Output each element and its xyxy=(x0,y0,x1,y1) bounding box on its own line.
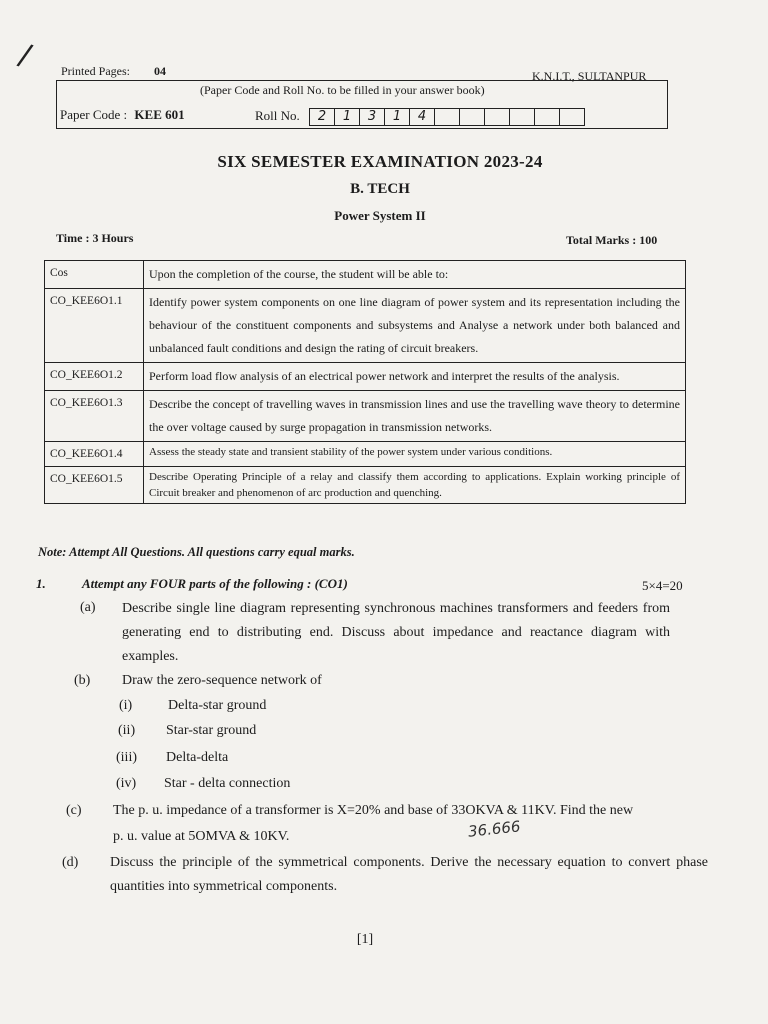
subpart-label: (iii) xyxy=(116,750,137,765)
roll-digit: 1 xyxy=(335,109,360,125)
exam-title: SIX SEMESTER EXAMINATION 2023-24 xyxy=(217,152,543,171)
roll-digit: 4 xyxy=(410,109,435,125)
part-b-label: (b) xyxy=(74,673,91,688)
institute-name: K.N.I.T., SULTANPUR xyxy=(532,69,647,83)
subpart-text: Star-star ground xyxy=(166,723,257,738)
subject-title: Power System II xyxy=(334,208,426,223)
table-header-row xyxy=(45,261,686,289)
exam-time: Time : 3 Hours xyxy=(56,231,134,245)
co-text: Assess the steady state and transient stability of the power system under various conditions. xyxy=(144,442,686,467)
table-row xyxy=(45,467,686,504)
table-row xyxy=(45,442,686,467)
roll-digit xyxy=(560,109,584,125)
co-text: Perform load flow analysis of an electrical power network and interpret the results of the analysis. xyxy=(144,363,686,391)
handwritten-slash-mark: / xyxy=(14,37,36,74)
handwritten-answer: 36.666 xyxy=(467,817,522,841)
subpart-text: Star - delta connection xyxy=(164,776,291,791)
part-c-line1: The p. u. impedance of a transformer is X=20% and base of 33OKVA & 11KV. Find the new xyxy=(113,803,634,818)
co-text: Describe Operating Principle of a relay and classify them according to applications. Explain working principle of Circuit breaker and phenomenon of arc production and quenching. xyxy=(144,467,686,504)
question-heading: Attempt any FOUR parts of the following : (CO1) xyxy=(82,576,348,591)
table-header-cell: Cos xyxy=(45,261,144,289)
roll-digit xyxy=(535,109,560,125)
part-c-line2: p. u. value at 5OMVA & 10KV. xyxy=(113,829,290,844)
paper-code xyxy=(60,107,185,123)
part-b-text: Draw the zero-sequence network of xyxy=(122,673,322,688)
instructions-note: Note: Attempt All Questions. All questions carry equal marks. xyxy=(38,545,355,559)
table-row xyxy=(45,289,686,363)
co-text: Describe the concept of travelling waves in transmission lines and use the travelling wave theory to determine the over voltage caused by surge propagation in transmission networks. xyxy=(144,391,686,442)
co-code: CO_KEE6O1.1 xyxy=(45,289,144,363)
roll-digit xyxy=(460,109,485,125)
part-d-text: Discuss the principle of the symmetrical components. Derive the necessary equation to convert phase quantities into symmetrical components. xyxy=(110,855,708,894)
paper-code-value: KEE 601 xyxy=(134,107,185,122)
table-header-cell: Upon the completion of the course, the student will be able to: xyxy=(144,261,686,289)
part-a-text: Describe single line diagram representing synchronous machines transformers and feeders from generating end to distributing end. Discuss about impedance and reactance diagram with examples. xyxy=(122,601,670,664)
subpart-label: (ii) xyxy=(118,723,136,738)
fill-note: (Paper Code and Roll No. to be filled in your answer book) xyxy=(200,83,485,97)
total-marks: Total Marks : 100 xyxy=(566,233,658,247)
co-text: Identify power system components on one line diagram of power system and its representation including the behaviour of the constituent components and subsystems and Analyse a network under both balanced and unbalanced fault conditions and design the rating of circuit breakers. xyxy=(144,289,686,363)
question-number: 1. xyxy=(36,576,46,591)
roll-number-grid xyxy=(309,108,585,126)
co-code: CO_KEE6O1.2 xyxy=(45,363,144,391)
roll-digit xyxy=(510,109,535,125)
printed-pages-label: Printed Pages: xyxy=(61,64,130,78)
roll-digit: 2 xyxy=(310,109,335,125)
printed-pages xyxy=(61,64,166,79)
table-row xyxy=(45,363,686,391)
subpart-text: Delta-delta xyxy=(166,750,229,765)
part-d-label: (d) xyxy=(62,855,79,870)
roll-digit: 3 xyxy=(360,109,385,125)
degree-title: B. TECH xyxy=(350,181,410,197)
part-a-label: (a) xyxy=(80,600,96,615)
co-code: CO_KEE6O1.5 xyxy=(45,467,144,504)
paper-code-label: Paper Code : xyxy=(60,107,128,122)
roll-digit xyxy=(435,109,460,125)
question-marks: 5×4=20 xyxy=(642,578,683,593)
table-row xyxy=(45,391,686,442)
course-outcomes-table xyxy=(44,260,686,504)
subpart-label: (i) xyxy=(119,698,133,713)
subpart-label: (iv) xyxy=(116,776,137,791)
co-code: CO_KEE6O1.3 xyxy=(45,391,144,442)
page-number: [1] xyxy=(356,932,374,947)
roll-digit: 1 xyxy=(385,109,410,125)
roll-label: Roll No. xyxy=(255,108,300,123)
part-c-label: (c) xyxy=(66,803,82,818)
co-code: CO_KEE6O1.4 xyxy=(45,442,144,467)
subpart-text: Delta-star ground xyxy=(168,698,267,713)
printed-pages-value: 04 xyxy=(154,64,166,78)
roll-digit xyxy=(485,109,510,125)
